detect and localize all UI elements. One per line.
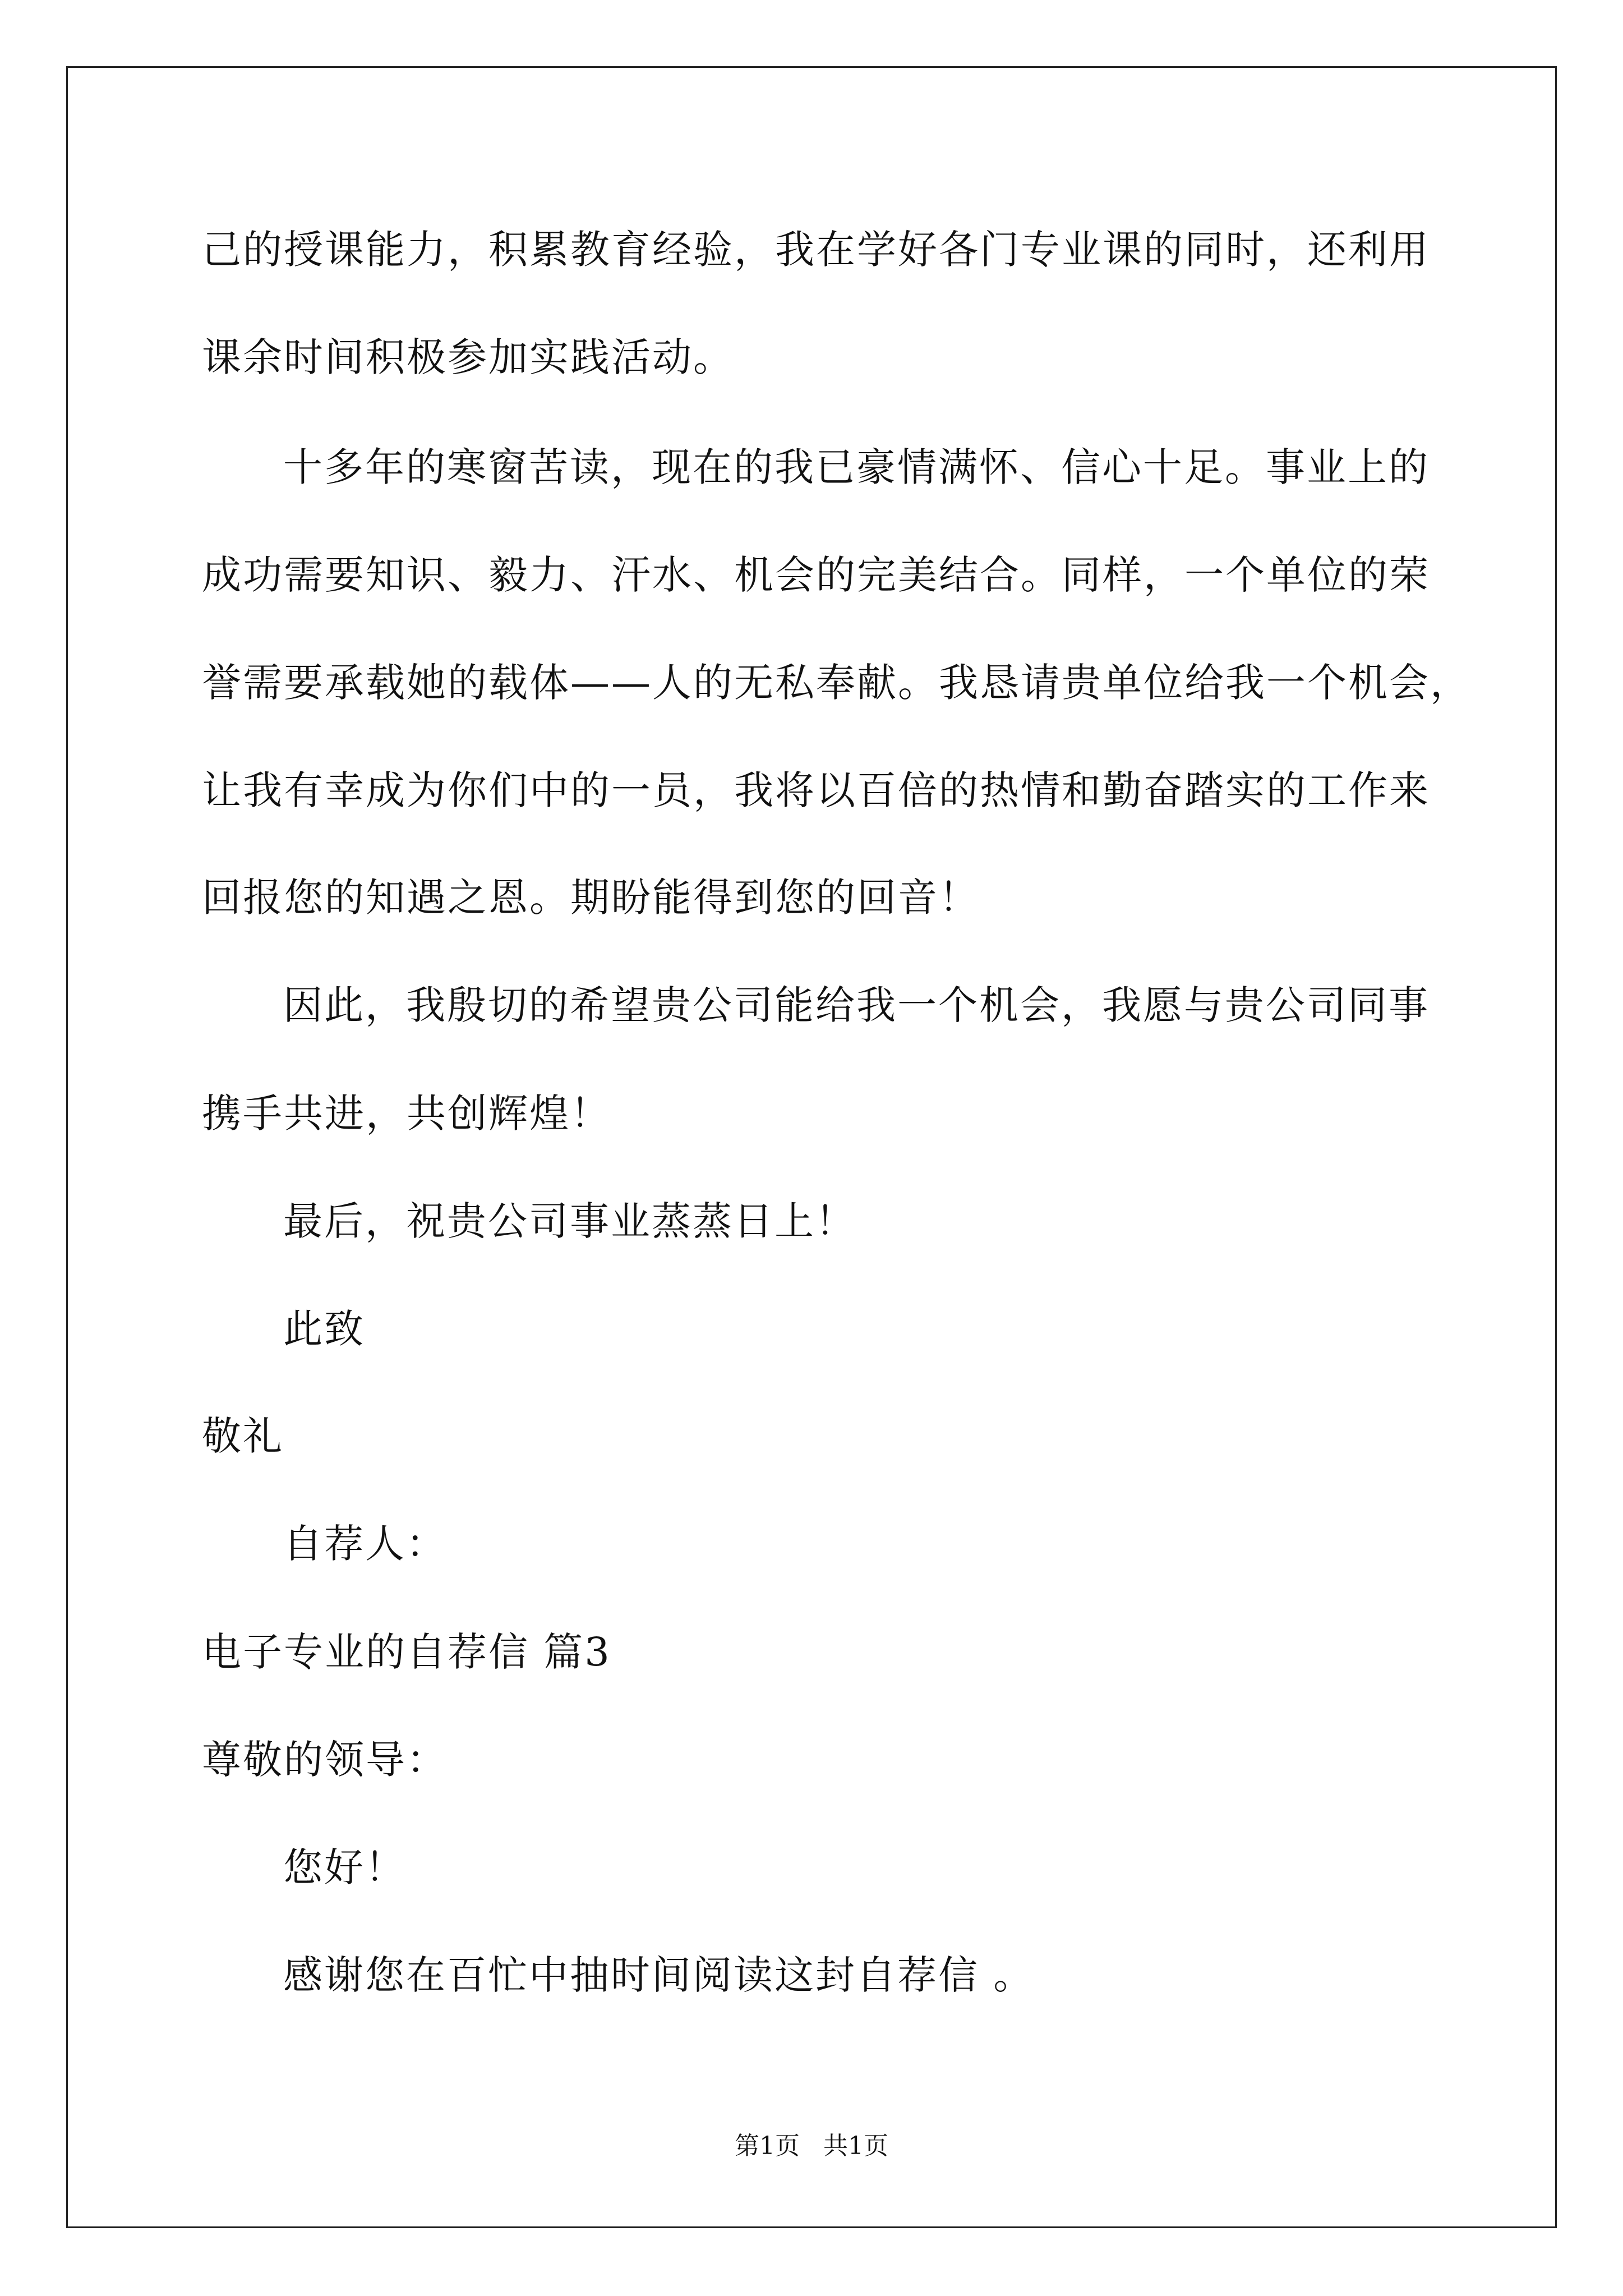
page-number-footer: 第1页 共1页 <box>735 2132 888 2160</box>
greeting-line: 尊敬的领导： <box>202 1737 448 1783</box>
text-line: 誉需要承载她的载体——人的无私奉献。我恳请贵单位给我一个机会， <box>202 660 1471 706</box>
paragraph-start-line: 十多年的寒窗苦读，现在的我已豪情满怀、信心十足。事业上的 <box>283 444 1430 490</box>
text-line: 课余时间积极参加实践活动。 <box>202 334 734 380</box>
page-frame <box>66 66 1557 2228</box>
closing-respect: 敬礼 <box>202 1413 284 1459</box>
text-line: 携手共进，共创辉煌！ <box>202 1091 611 1137</box>
text-line: 己的授课能力，积累教育经验，我在学好各门专业课的同时，还利用 <box>202 227 1430 273</box>
text-line: 回报您的知遇之恩。期盼能得到您的回音！ <box>202 875 980 921</box>
text-line: 让我有幸成为你们中的一员，我将以百倍的热情和勤奋踏实的工作来 <box>202 767 1430 813</box>
greeting-hello: 您好！ <box>283 1844 406 1890</box>
text-line: 感谢您在百忙中抽时间阅读这封自荐信 。 <box>283 1952 1035 1998</box>
closing-wish-line: 最后，祝贵公司事业蒸蒸日上！ <box>283 1198 856 1244</box>
section-heading: 电子专业的自荐信 篇3 <box>202 1629 611 1675</box>
signature-label: 自荐人： <box>283 1521 447 1567</box>
text-line: 成功需要知识、毅力、汗水、机会的完美结合。同样，一个单位的荣 <box>202 552 1430 598</box>
paragraph-start-line: 因此，我殷切的希望贵公司能给我一个机会，我愿与贵公司同事 <box>283 982 1430 1028</box>
closing-salutation: 此致 <box>283 1306 365 1352</box>
